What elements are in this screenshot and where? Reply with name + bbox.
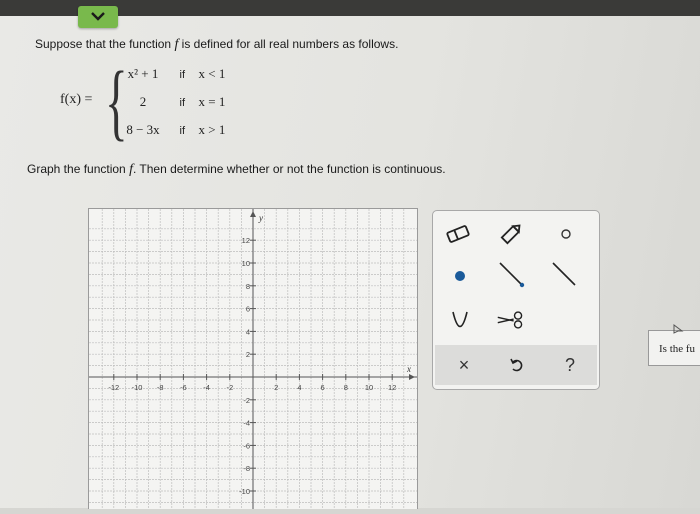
open-circle-tool[interactable] <box>551 221 581 247</box>
y-tick-label: 8 <box>245 281 250 291</box>
case-expression: x² + 1 <box>127 66 159 81</box>
y-tick-label: -6 <box>243 441 250 451</box>
case-condition: x > 1 <box>198 122 226 137</box>
collapse-button[interactable] <box>78 6 118 28</box>
help-button[interactable]: ? <box>564 354 575 375</box>
open-circle-icon <box>559 227 573 241</box>
segment-icon <box>549 259 579 289</box>
x-tick-label: -2 <box>226 383 234 392</box>
x-tick-label: 4 <box>297 383 302 392</box>
x-axis-arrow <box>409 374 415 380</box>
clear-button[interactable]: × <box>458 354 470 375</box>
x-tick-label: 6 <box>320 383 325 392</box>
eraser-icon <box>445 224 471 244</box>
case-condition: x < 1 <box>198 66 226 81</box>
x-tick-label: 2 <box>274 383 279 392</box>
ray-tool[interactable] <box>496 261 526 287</box>
y-tick-label: 12 <box>241 236 250 246</box>
instruction-text: Graph the function f. Then determine whether or not the function is continuous. <box>27 162 446 177</box>
parabola-icon <box>450 309 470 331</box>
y-axis-label: y <box>259 213 263 223</box>
action-bar <box>435 345 597 385</box>
case-row-1 <box>120 66 225 82</box>
side-tab-text: Is the fu <box>659 343 696 355</box>
case-row-3 <box>120 122 225 138</box>
function-name: f <box>174 37 179 52</box>
case-if: if <box>179 97 185 109</box>
undo-icon <box>509 357 525 373</box>
piecewise-brace: { <box>105 53 128 149</box>
case-if: if <box>179 125 185 137</box>
graph-canvas[interactable] <box>88 208 418 509</box>
x-tick-label: -8 <box>156 383 164 392</box>
y-tick-label: 4 <box>245 327 250 337</box>
case-row-2 <box>120 94 225 110</box>
x-tick-label: 12 <box>388 383 397 392</box>
x-tick-label: -12 <box>108 383 120 392</box>
chevron-down-icon <box>90 11 106 21</box>
y-axis-arrow <box>250 211 256 217</box>
y-tick-label: -2 <box>243 395 250 405</box>
point-tool[interactable] <box>445 263 475 289</box>
function-name: f <box>129 162 133 177</box>
graph-toolbox <box>432 210 600 390</box>
x-tick-label: 8 <box>343 383 348 392</box>
y-tick-label: 10 <box>241 259 250 268</box>
case-expression: 2 <box>139 94 147 109</box>
case-expression: 8 − 3x <box>126 122 160 137</box>
case-if: if <box>179 69 185 81</box>
x-axis-label: x <box>407 364 411 374</box>
y-tick-label: -4 <box>243 418 250 428</box>
x-tick-label: -10 <box>131 383 143 392</box>
scissors-tool[interactable] <box>496 307 526 333</box>
next-question-tab[interactable] <box>648 330 700 366</box>
parabola-tool[interactable] <box>445 307 475 333</box>
x-tick-label: -6 <box>180 383 187 392</box>
undo-button[interactable] <box>502 352 532 378</box>
case-condition: x = 1 <box>198 94 226 109</box>
function-label: f(x) = <box>60 92 93 107</box>
y-tick-label: -8 <box>243 464 250 474</box>
filled-dot-icon <box>453 269 467 283</box>
problem-prompt: Suppose that the function f is defined for all real numbers as follows. <box>35 37 399 52</box>
graph-grid[interactable] <box>89 209 417 509</box>
pencil-tool[interactable] <box>496 221 526 247</box>
scissors-icon <box>496 309 526 331</box>
y-tick-label: -10 <box>239 487 250 496</box>
y-tick-label: 6 <box>245 304 250 314</box>
y-tick-label: 2 <box>245 350 250 360</box>
pointer-icon <box>670 323 686 335</box>
eraser-tool[interactable] <box>443 221 473 247</box>
x-tick-label: -4 <box>203 383 210 392</box>
pencil-icon <box>498 222 524 246</box>
x-tick-label: 10 <box>364 383 374 392</box>
ray-icon <box>496 259 526 289</box>
segment-tool[interactable] <box>549 261 579 287</box>
